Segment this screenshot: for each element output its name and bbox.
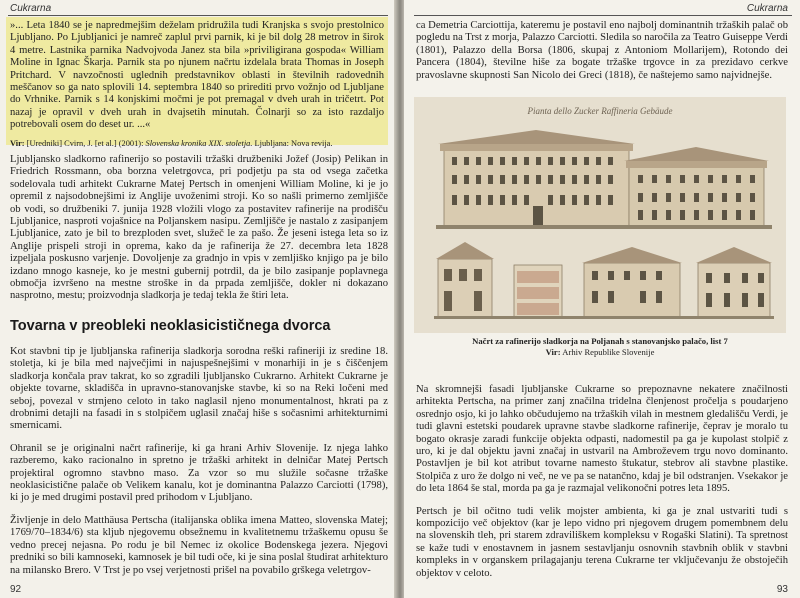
caption-source: Vir: Arhiv Republike Slovenije [545, 346, 655, 357]
quote-text: »... Leta 1840 se je napredmejšim deželam pridružila tudi Kranjska s svojo prestolnico Ljubljano. Po Ljubljanici je namreč zaplul prvi parnik, ki je bil dolg 28 metrov in širok 4 metre. Lastnika parnika Nadvojvoda Janez sta bila »priviligirana gospoda« William Moline in Ignac Škarja. Parnik sta po njunem načrtu izdelala brata Thomas in Joseph Pritchard. V navzočnosti uglednih predstavnikov oblasti in številnih radovednih meščanov so ga nato splovili 14. septembra 1840 so prirediti prvo vožnjo od Ljubljane do Vrhnike. Parnik s 14 konjskimi močmi je pot premagal v dveh urah in tričetrt. Pot nazaj je opravil v dveh urah in dvajsetih minutah. Čolnarji so za isto razdaljo potrebovali osem do deset ur. ...« [10, 20, 384, 131]
left-column-top [10, 154, 388, 303]
quote-box [6, 17, 388, 148]
plan-title: Pianta dello Zucker Raffineria Gebäude [527, 106, 673, 116]
wing-cornice [626, 161, 767, 168]
facade-drawing [414, 97, 786, 333]
header-rule [8, 15, 388, 16]
paragraph: ca Demetria Carciottija, kateremu je postavil eno najbolj dominantnih tržaških palač ob pogledu na Trst z morja, Palazzo Carciotti. Sledila so naročila za Teatro Guiseppe Verdi (1801), Palazzo della Borsa (1806, skupaj z Antoniom Mollarijem), Rotondo dei Pancera (1804), številne hiše za bogate tržaške trgovce in za prezidavo cerkve pravoslavne skupnosti San Nicolo dei Greci (1818), če naštejemo samo najvidnejše. [416, 20, 788, 81]
paragraph: Pertsch je bil očitno tudi velik mojster ambienta, ki ga je znal ustvariti tudi s kompozicijo več objektov (kar je lepo vidno pri njegovem drugem pomembnem delu na slovenskih tleh, pri starem zdraviliškem kompleksu v Rogaški Slatini). Ta spretnost se kaže tudi v enostavnem in jasnem sestavljanju osnovnih stavbnih oblik v stavbni kompleks in v organskem prilagajanju terena Cukrarne ter vključevanju že obstoječih objektov v celoto. [416, 505, 788, 579]
section-heading: Tovarna v preobleki neoklasicističnega dvorca [10, 318, 331, 334]
right-column-bottom [416, 384, 788, 580]
architectural-plan-figure [414, 97, 786, 333]
paragraph: Ljubljansko sladkorno rafinerijo so postavili tržaški družbeniki Jožef (Josip) Pelikan in Friedrich Rossmann, oba borzna veletrgovca, pri podjetju pa sta od vsega začetka sodelovala tudi arhitekt Cukrarne Matej Pertsch in omenjeni William Moline, ki je jo opremil z najsodobnejšimi iz Anglije uvoženimi stroji. Ko so našli primerno zemljišče ob vodi, so družbeniki 7. junija 1928 vložili vlogo za postavitev rafinerije na prodišču Ljubljanice, nasproti vojašnice na Poljanskem nasipu. Zemljišče je nastalo z zasipanjem Ljubljanice, zato je bil to brezploden svet, služeč le za pašo. Že jeseni istega leta so iz Anglije prispeli stroji in oprema, kako da je rafinerija že 27. decembra leta 1828 izpeljala poskusno varjenje. Dovoljenje za gradnjo in vpis v zemljiško knjigo pa je bilo izdano mnogo kasneje, ko je mestni gubernij potrdil, da je bilo zasipanje poplavnega območja izvršeno na mestne stroške in da prpada zemljišče, dokler ni dokazano nasprotno, mestu; proizvodnja sladkorja je tedaj tekla že štiri leta. [10, 154, 388, 302]
header-rule [414, 15, 792, 16]
running-header: Cukrarna [10, 3, 52, 14]
paragraph: Življenje in delo Matthäusa Pertscha (italijanska oblika imena Matteo, slovenska Matej; 1769/70–1834/6) sta kljub njegovemu obsežnemu in kvalitetnemu tržaškemu opusu še vedno precej nejasna. Po rodu je bil Nemec iz okolice Bodenskega jezera. Njegovi predniki so bili kamnoseki, kamnosek je bil tudi oče, ki je sina poslal študirat arhitekturo na milansko Brero. V Trst je po vsej verjetnosti prišel na povabilo grškega veletrgov- [10, 514, 388, 576]
paragraph: Na skromnejši fasadi ljubljanske Cukrarne so prepoznavne nekatere značilnosti arhitekta Pertscha, na primer zanj značilna tridelna členjenost pročelja s poudarjeno osrednjo osjo, ki jo lahko občudujemo na tržaških vilah in mestnem gledališču Verdi, je tudi glavni estetski poudarek upravne stavbe sladkorne rafinerije, čeprav je moralo tu bogato okrasje zaradi funkcije objekta odpasti, nadomestil pa ga je kupolast stolpič z uro, ki je dal objektu javni značaj in ustvaril na Ambroževem trgu novo dominanto. Postavljen je bil kot atribut tovarne namesto štukatur, stebrov ali stavbne plastike. Stolpiča z uro že dolgo ni več, ne ve pa se natančno, kdaj je bil odstranjen. Vsekakor je do leta 1864 še stal, morda pa ga je razmajal velikonočni potres leta 1895. [416, 384, 788, 495]
right-page [404, 0, 800, 598]
running-header: Cukrarna [746, 3, 788, 14]
source-title: Slovenska kronika XIX. stoletja. [145, 138, 253, 148]
source-authors: [Uredniki] Cvirn, J. [et al.] (2001): [26, 138, 144, 148]
quote-source [10, 139, 384, 149]
paragraph: Kot stavbni tip je ljubljanska rafinerija sladkorja sorodna reški rafineriji iz sredine 18. stoletja, ki je bila med največjimi in najuspešnejšimi v monarhiji in je s čiščenjem sladkorja končala prav takrat, ko so zgradili ljubljansko Cukrarno. Arhitekt Cukrarne je objekte tovarne, skladišča in upravno-stanovanjske stavbe, ki so na Reki ločeni med seboj, povezal v strnjeno celoto in tako naglasil njeno monumentalnost, hkrati pa z drobnimi detajli na fasadi in s stolpičem uglasil značaj hiše s sočasnimi arhitekturnimi smernicami. [10, 346, 388, 432]
caption-title: Načrt za rafinerijo sladkorja na Poljanah s stanovanjsko palačo, list 7 [472, 336, 728, 346]
figure-caption [412, 336, 788, 357]
facade-cornice [440, 144, 633, 151]
paragraph: Ohranil se je originalni načrt rafinerije, ki ga hrani Arhiv Slovenije. Iz njega lahko razberemo, kako racionalno in spretno je tržaški arhitekt in delničar Matej Pertsch projektiral ogromno stavbno maso. Za vzor so mu služile sočasne tržaške neoklasicistične palače ob Velikem kanalu, kot je dominantna Palazzo Carciotti (1798), ki jo je med drugimi postavil pred prihodom v Ljubljano. [10, 442, 388, 504]
left-column-bottom [10, 346, 388, 577]
right-column-top [416, 20, 788, 82]
source-label: Vir: [10, 138, 25, 148]
page-number: 93 [776, 584, 788, 595]
page-number: 92 [10, 584, 22, 595]
left-page [0, 0, 396, 598]
ground-line [436, 225, 772, 229]
source-publisher: Ljubljana: Nova revija. [254, 138, 333, 148]
